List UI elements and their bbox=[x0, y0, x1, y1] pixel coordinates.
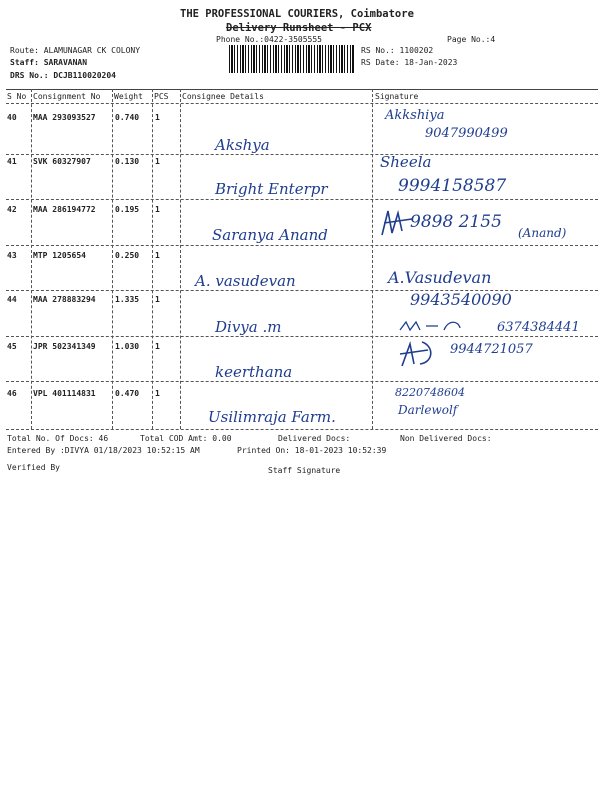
row-pcs: 1 bbox=[155, 389, 160, 398]
row-weight: 0.195 bbox=[115, 205, 140, 214]
row-divider bbox=[6, 199, 598, 200]
entered-by: Entered By :DIVYA 01/18/2023 10:52:15 AM bbox=[7, 446, 200, 455]
row-divider bbox=[6, 245, 598, 246]
row-pcs: 1 bbox=[155, 342, 160, 351]
col-sno: S No bbox=[7, 92, 27, 101]
signature-text: Akkshiya bbox=[385, 108, 445, 123]
signature-phone: 9994158587 bbox=[398, 176, 507, 196]
total-docs: Total No. Of Docs: 46 bbox=[7, 434, 109, 443]
row-pcs: 1 bbox=[155, 113, 160, 122]
table-top-rule bbox=[6, 89, 598, 90]
consignee-handwriting: keerthana bbox=[215, 363, 293, 381]
row-divider bbox=[6, 381, 598, 382]
barcode-image bbox=[229, 45, 354, 73]
col-divider bbox=[31, 89, 32, 429]
row-sno: 46 bbox=[7, 389, 17, 398]
page-number: Page No.:4 bbox=[447, 35, 496, 44]
row-consignment: JPR 502341349 bbox=[33, 342, 96, 351]
col-divider bbox=[180, 89, 181, 429]
row-pcs: 1 bbox=[155, 205, 160, 214]
consignee-handwriting: Akshya bbox=[215, 136, 270, 154]
row-sno: 41 bbox=[7, 157, 17, 166]
row-consignment: MAA 278883294 bbox=[33, 295, 96, 304]
consignee-handwriting: Usilimraja Farm. bbox=[208, 408, 336, 426]
staff-signature-label: Staff Signature bbox=[268, 466, 341, 475]
verified-by: Verified By bbox=[7, 463, 60, 472]
row-sno: 42 bbox=[7, 205, 17, 214]
consignee-handwriting: Bright Enterpr bbox=[215, 180, 328, 198]
company-title: THE PROFESSIONAL COURIERS, Coimbatore bbox=[180, 8, 414, 20]
row-pcs: 1 bbox=[155, 295, 160, 304]
printed-on: Printed On: 18-01-2023 10:52:39 bbox=[237, 446, 387, 455]
col-signature: Signature bbox=[375, 92, 419, 101]
table-bottom-rule bbox=[6, 429, 598, 430]
col-divider bbox=[112, 89, 113, 429]
drs-number: DRS No.: DCJB110020204 bbox=[10, 71, 116, 80]
col-pcs: PCS bbox=[154, 92, 169, 101]
row-sno: 43 bbox=[7, 251, 17, 260]
col-consignment: Consignment No bbox=[33, 92, 101, 101]
consignee-handwriting: A. vasudevan bbox=[195, 272, 296, 290]
row-sno: 45 bbox=[7, 342, 17, 351]
delivered-docs: Delivered Docs: bbox=[278, 434, 351, 443]
signature-phone-alt: 6374384441 bbox=[497, 320, 580, 335]
rs-date: RS Date: 18-Jan-2023 bbox=[361, 58, 458, 67]
row-sno: 40 bbox=[7, 113, 17, 122]
total-cod: Total COD Amt: 0.00 bbox=[140, 434, 232, 443]
signature-phone: 9898 2155 bbox=[410, 212, 502, 232]
route: Route: ALAMUNAGAR CK COLONY bbox=[10, 46, 141, 55]
non-delivered-docs: Non Delivered Docs: bbox=[400, 434, 492, 443]
signature-text: Sheela bbox=[380, 153, 432, 171]
runsheet-subtitle: Delivery Runsheet - PCX bbox=[226, 22, 372, 34]
staff: Staff: SARAVANAN bbox=[10, 58, 88, 67]
signature-text: Darlewolf bbox=[398, 403, 458, 417]
row-weight: 1.335 bbox=[115, 295, 140, 304]
phone-number: Phone No.:0422-3505555 bbox=[216, 35, 322, 44]
signature-phone: 9047990499 bbox=[425, 126, 508, 141]
col-divider bbox=[152, 89, 153, 429]
row-divider bbox=[6, 154, 598, 155]
rs-number: RS No.: 1100202 bbox=[361, 46, 434, 55]
row-consignment: SVK 60327907 bbox=[33, 157, 91, 166]
row-weight: 0.740 bbox=[115, 113, 140, 122]
signature-phone: 9943540090 bbox=[410, 290, 512, 309]
signature-scribble bbox=[398, 338, 440, 372]
signature-text: A.Vasudevan bbox=[388, 268, 492, 287]
row-pcs: 1 bbox=[155, 251, 160, 260]
col-weight: Weight bbox=[114, 92, 143, 101]
row-divider bbox=[6, 336, 598, 337]
consignee-handwriting: Divya .m bbox=[215, 318, 282, 336]
signature-phone: 9944721057 bbox=[450, 342, 533, 357]
row-consignment: VPL 401114831 bbox=[33, 389, 96, 398]
table-header-rule bbox=[6, 103, 598, 104]
signature-scribble bbox=[398, 318, 478, 334]
row-weight: 0.250 bbox=[115, 251, 140, 260]
signature-name: (Anand) bbox=[518, 226, 567, 240]
row-weight: 0.470 bbox=[115, 389, 140, 398]
row-weight: 0.130 bbox=[115, 157, 140, 166]
row-consignment: MAA 286194772 bbox=[33, 205, 96, 214]
signature-phone: 8220748604 bbox=[395, 386, 465, 399]
col-divider bbox=[372, 89, 373, 429]
row-sno: 44 bbox=[7, 295, 17, 304]
row-pcs: 1 bbox=[155, 157, 160, 166]
row-consignment: MAA 293093527 bbox=[33, 113, 96, 122]
row-weight: 1.030 bbox=[115, 342, 140, 351]
row-consignment: MTP 1205654 bbox=[33, 251, 86, 260]
consignee-handwriting: Saranya Anand bbox=[212, 226, 328, 244]
col-consignee: Consignee Details bbox=[182, 92, 264, 101]
